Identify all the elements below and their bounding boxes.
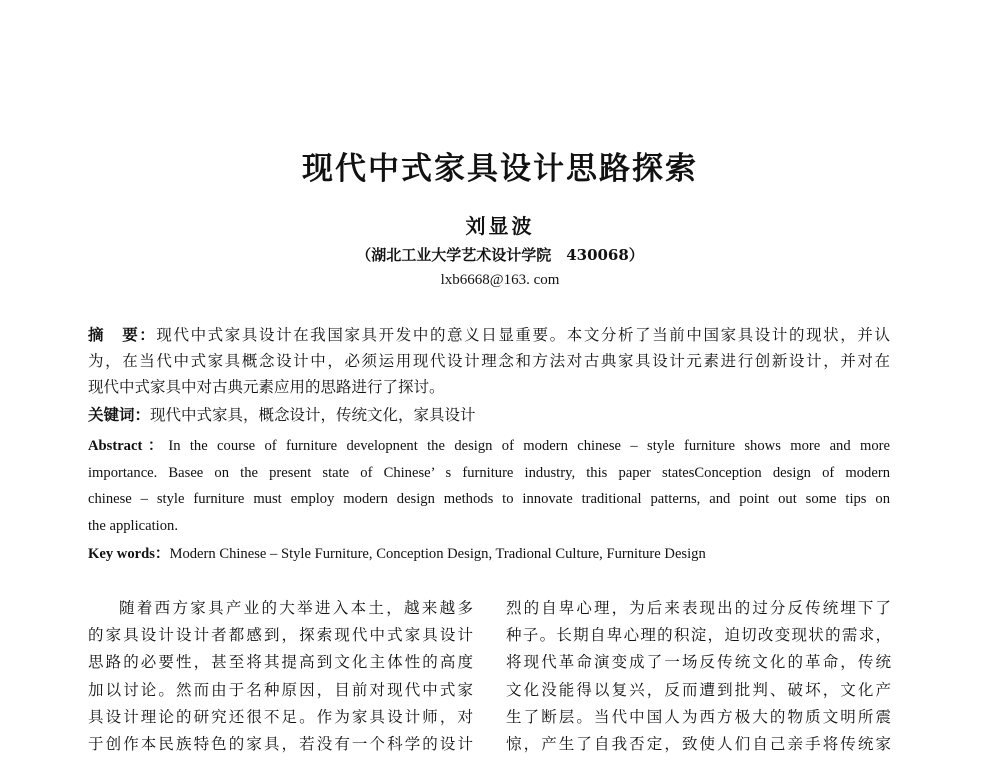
abstract-en-line (88, 433, 890, 460)
body-line: 种子。长期自卑心理的积淀，迫切改变现状的需求， (506, 626, 891, 645)
body-column-right (506, 595, 891, 758)
abstract-cn (88, 322, 890, 400)
abstract-cn-label: 摘 要： (88, 325, 157, 344)
body-line: 于创作本民族特色的家具，若没有一个科学的设计 (88, 734, 473, 753)
keywords-cn (88, 402, 890, 428)
keywords-en-label: Key words： (88, 546, 170, 562)
keywords-cn-line (88, 402, 890, 428)
abstract-cn-line: 现代中式家具中对古典元素应用的思路进行了探讨。 (88, 378, 445, 396)
keywords-en-text: Modern Chinese – Style Furniture, Conception Design, Tradional Culture, Furniture Design (169, 546, 706, 562)
body-line: 加以讨论。然而由于名种原因，目前对现代中式家 (88, 680, 473, 699)
abstract-en-line: the application. (88, 517, 178, 534)
author-affiliation: （湖北工业大学艺术设计学院 430068） (356, 246, 644, 264)
author-email: lxb6668@163. com (440, 272, 560, 288)
abstract-cn-line (88, 322, 890, 348)
abstract-en-line: chinese – style furniture must employ modern design methods to innovate traditional patterns, and point out some tips on (88, 491, 890, 507)
body-column-left (88, 595, 473, 758)
abstract-cn-text: 现代中式家具设计在我国家具开发中的意义日显重要。本文分析了当前中国家具设计的现状，并认 (156, 326, 890, 344)
keywords-cn-text: 现代中式家具，概念设计，传统文化，家具设计 (150, 406, 476, 424)
keywords-en-line (88, 541, 890, 568)
keywords-cn-label: 关键词： (88, 405, 151, 424)
body-line: 烈的自卑心理，为后来表现出的过分反传统埋下了 (506, 599, 891, 617)
abstract-en-line: importance. Basee on the present state of Chinese’ s furniture industry, this paper statesConception design of modern (88, 464, 890, 481)
body-line: 思路的必要性，甚至将其提高到文化主体性的高度 (88, 653, 473, 672)
paper-title: 现代中式家具设计思路探索 (302, 151, 698, 187)
body-line: 具设计理论的研究还很不足。作为家具设计师，对 (88, 707, 473, 726)
body-line: 将现代革命演变成了一场反传统文化的革命，传统 (506, 653, 891, 672)
author-name: 刘显波 (465, 214, 535, 238)
body-line: 的家具设计设计者都感到，探索现代中式家具设计 (88, 626, 473, 645)
body-line: 随着西方家具产业的大举进入本土，越来越多 (119, 599, 473, 617)
abstract-en-label: Abstract： (88, 438, 169, 454)
body-line: 文化没能得以复兴，反而遭到批判、破坏，文化产 (506, 680, 891, 699)
abstract-cn-line: 为，在当代中式家具概念设计中，必须运用现代设计理念和方法对古典家具设计元素进行创新设计，并对在 (88, 352, 890, 370)
abstract-en (88, 433, 890, 539)
keywords-en (88, 541, 890, 568)
body-line: 生了断层。当代中国人为西方极大的物质文明所震 (506, 707, 891, 726)
body-line: 惊，产生了自我否定，致使人们自己亲手将传统家 (506, 734, 891, 753)
abstract-en-text: In the course of furniture developnent the design of modern chinese – style furniture shows more and more (168, 438, 890, 454)
